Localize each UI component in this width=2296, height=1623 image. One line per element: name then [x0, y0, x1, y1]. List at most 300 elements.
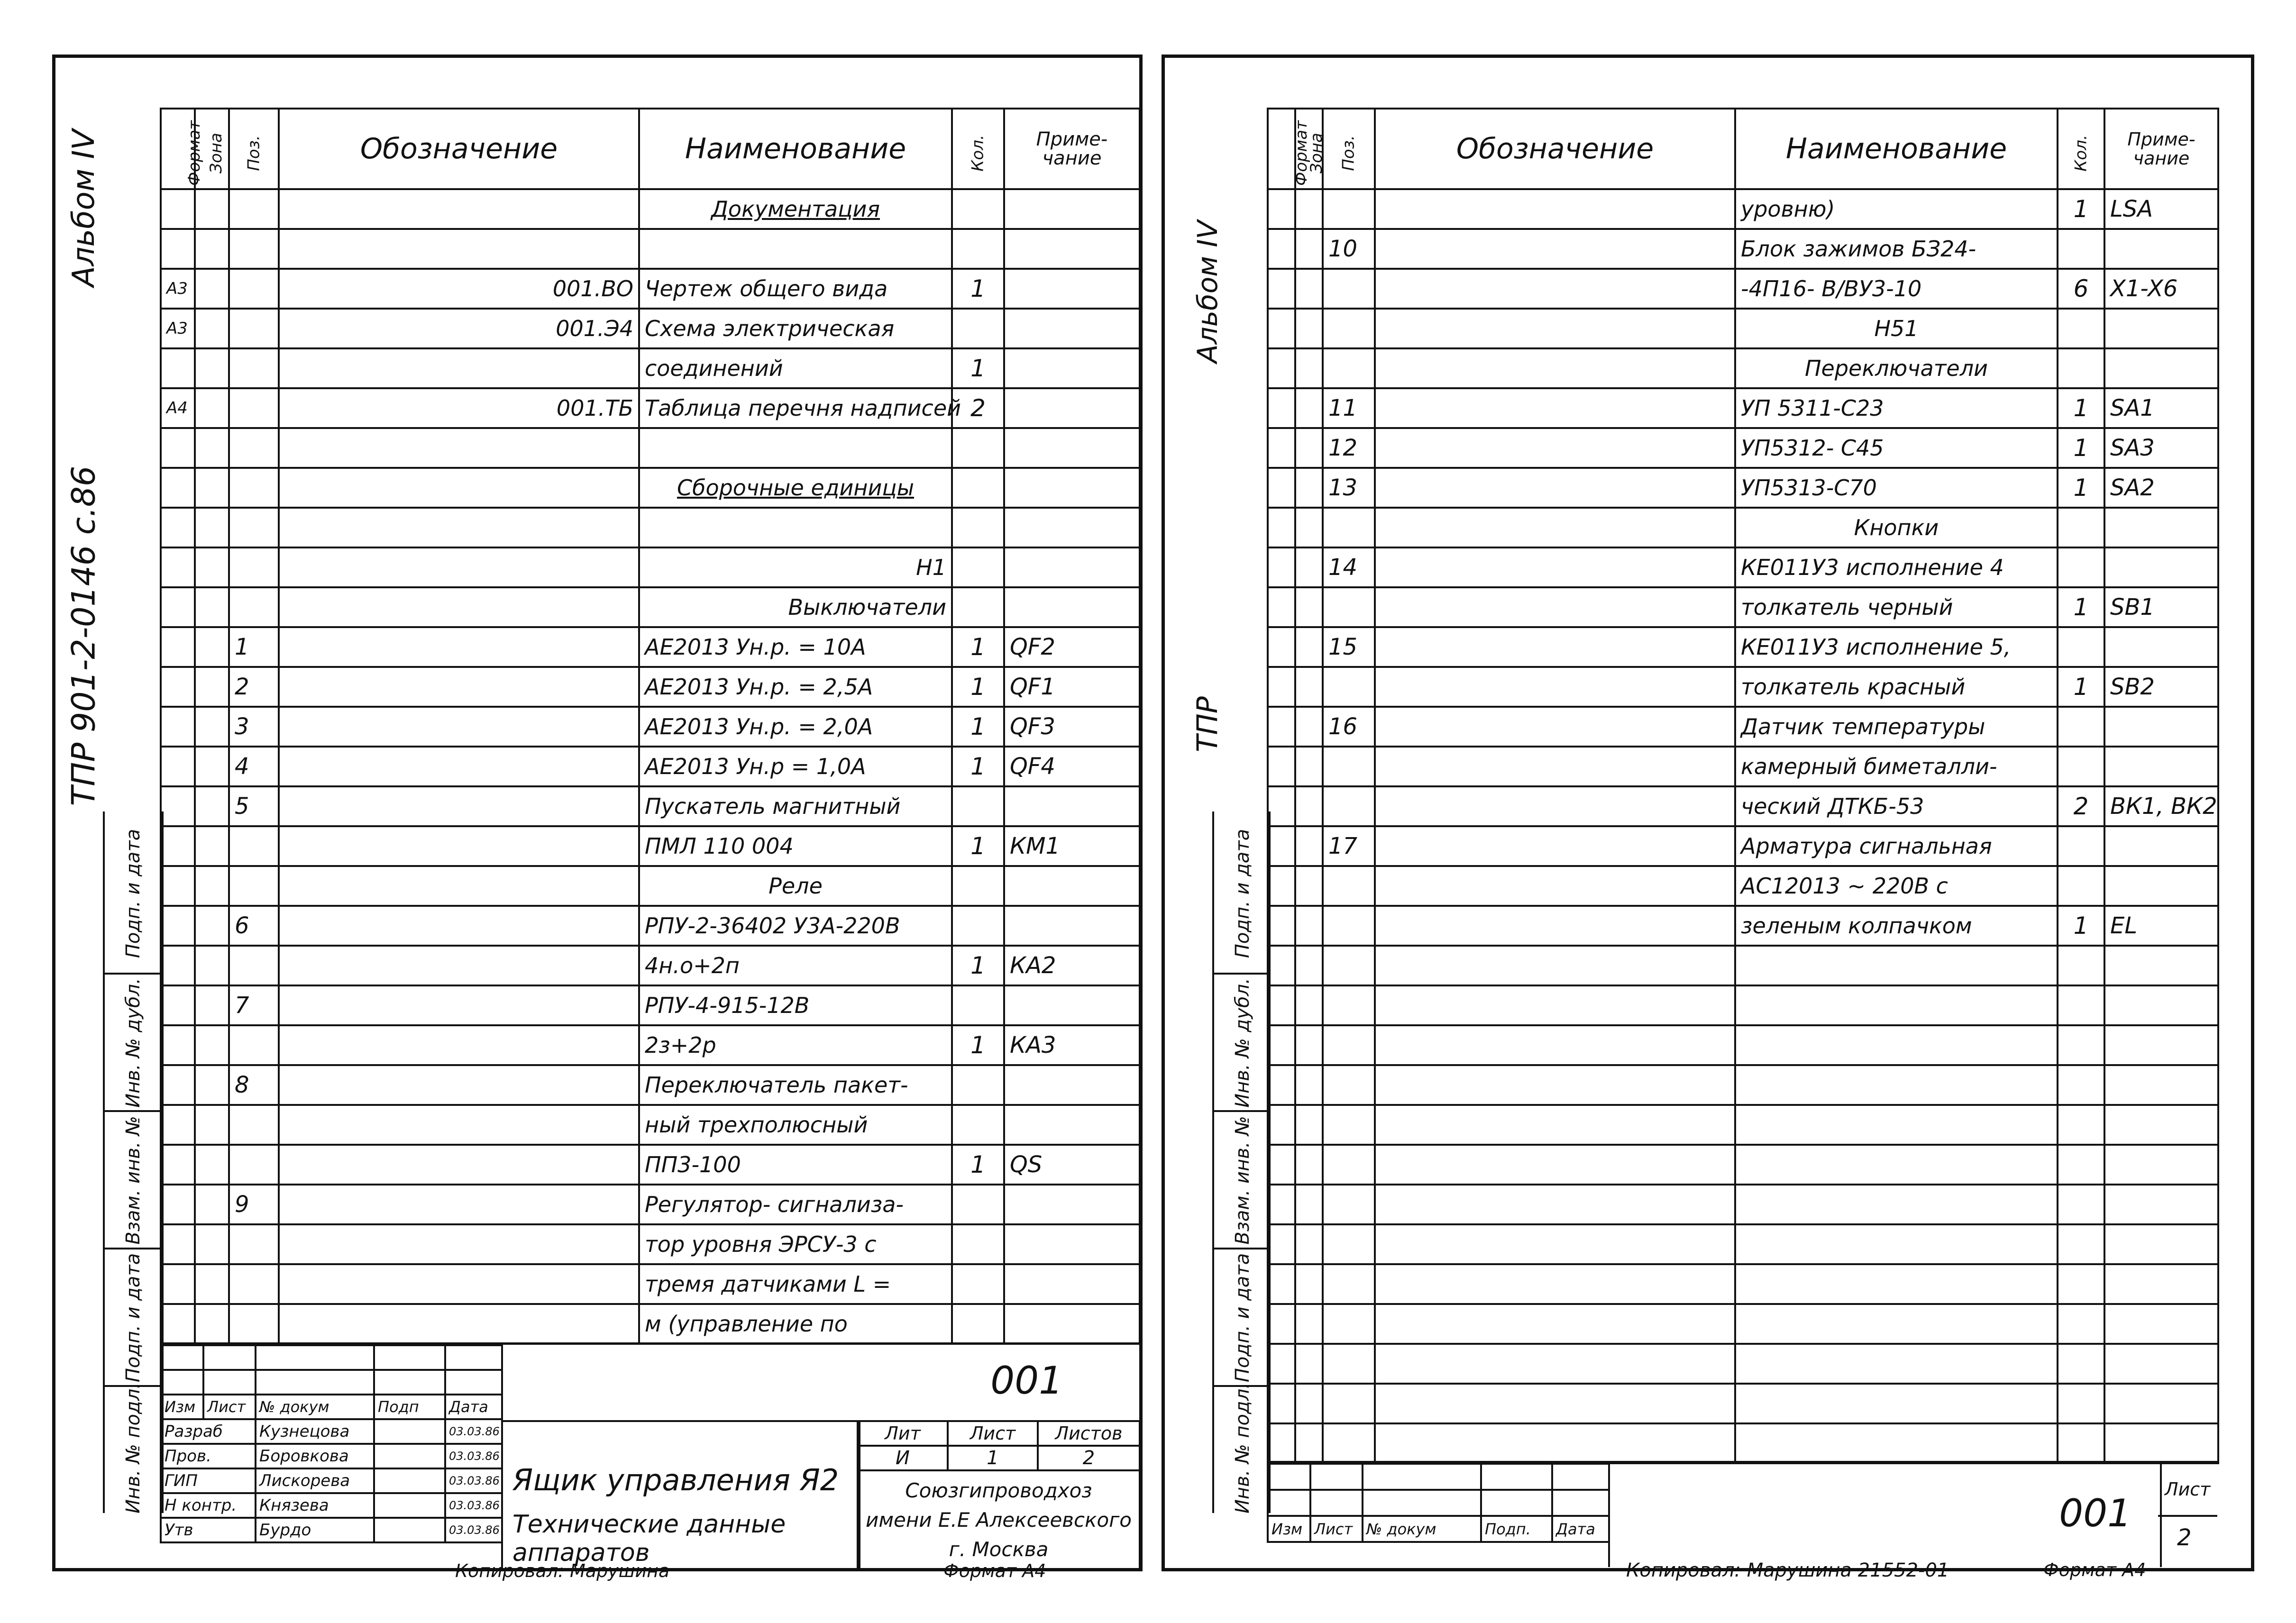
cell-zone — [195, 1145, 229, 1185]
cell-qty — [2058, 1224, 2104, 1264]
field-sign-date-2-r: Подп. и дата — [1232, 1253, 1253, 1383]
cell-name: Арматура сигнальная — [1735, 826, 2058, 866]
cell-note — [2104, 508, 2218, 547]
cell-note: EL — [2104, 906, 2218, 946]
cell-note: SA3 — [2104, 428, 2218, 468]
cell-designation — [279, 547, 639, 587]
cell-name: КЕ011У3 исполнение 5, — [1735, 627, 2058, 667]
tb-signature — [374, 1444, 445, 1468]
cell-qty — [952, 587, 1004, 627]
cell-designation — [1375, 826, 1735, 866]
cell-designation — [1375, 1264, 1735, 1304]
cell-pos: 13 — [1323, 468, 1375, 508]
cell-qty — [2058, 866, 2104, 906]
cell-format — [1268, 985, 1295, 1025]
cell-note — [2104, 1105, 2218, 1145]
cell-zone — [1295, 1384, 1323, 1423]
lit-value: И — [858, 1446, 948, 1470]
cell-designation — [1375, 428, 1735, 468]
cell-zone — [1295, 587, 1323, 627]
cell-qty — [952, 189, 1004, 229]
cell-pos — [1323, 309, 1375, 348]
cell-pos — [229, 1304, 279, 1344]
cell-designation — [279, 826, 639, 866]
cell-name: Реле — [639, 866, 952, 906]
cell-format — [161, 707, 195, 747]
table-row — [161, 1224, 1140, 1264]
cell-qty: 1 — [2058, 906, 2104, 946]
tb-cell — [256, 1370, 374, 1395]
doc-code: 001 — [990, 1359, 1063, 1403]
cell-name: АЕ2013 Ун.р. = 2,0А — [639, 707, 952, 747]
cell-format — [1268, 747, 1295, 786]
cell-designation — [279, 587, 639, 627]
cell-designation — [1375, 1384, 1735, 1423]
table-row — [161, 587, 1140, 627]
cell-qty: 1 — [952, 707, 1004, 747]
cell-name: УП5312- С45 — [1735, 428, 2058, 468]
lit-label: Лит — [858, 1421, 948, 1446]
cell-format — [161, 826, 195, 866]
cell-pos — [229, 1025, 279, 1065]
table-row — [161, 707, 1140, 747]
cell-zone — [195, 1065, 229, 1105]
table-row — [1268, 906, 2218, 946]
cell-name: ный трехполюсный — [639, 1105, 952, 1145]
cell-pos — [1323, 269, 1375, 309]
cell-name: уровню) — [1735, 189, 2058, 229]
cell-name — [1735, 1065, 2058, 1105]
cell-note — [2104, 1025, 2218, 1065]
table-row — [1268, 1384, 2218, 1423]
cell-format — [1268, 229, 1295, 269]
cell-designation — [279, 189, 639, 229]
cell-qty — [2058, 1344, 2104, 1384]
cell-format: А3 — [161, 269, 195, 309]
cell-pos — [229, 428, 279, 468]
cell-zone — [195, 587, 229, 627]
cell-designation — [1375, 587, 1735, 627]
cell-zone — [1295, 667, 1323, 707]
copied-by-left: Копировал: Марушина — [455, 1560, 670, 1581]
cell-format — [161, 587, 195, 627]
cell-qty: 1 — [2058, 388, 2104, 428]
cell-note — [2104, 826, 2218, 866]
table-row — [1268, 1264, 2218, 1304]
cell-designation — [279, 985, 639, 1025]
tb-cell — [203, 1370, 256, 1395]
org-city: г. Москва — [949, 1538, 1049, 1561]
cell-pos — [1323, 1264, 1375, 1304]
table-row — [161, 547, 1140, 587]
format-left: Формат А4 — [943, 1560, 1046, 1581]
cell-pos — [229, 309, 279, 348]
cell-note: QS — [1004, 1145, 1140, 1185]
cell-format — [161, 1065, 195, 1105]
table-row — [161, 1065, 1140, 1105]
cell-name: РПУ-2-36402 У3А-220В — [639, 906, 952, 946]
cell-name: АЕ2013 Ун.р. = 10А — [639, 627, 952, 667]
table-row — [161, 866, 1140, 906]
tb-date: 03.03.86 — [445, 1444, 502, 1468]
cell-name: 2з+2р — [639, 1025, 952, 1065]
cell-note — [1004, 547, 1140, 587]
cell-format — [1268, 547, 1295, 587]
tb-cell — [256, 1345, 374, 1370]
cell-note: QF1 — [1004, 667, 1140, 707]
table-row — [1268, 1105, 2218, 1145]
album-label: Альбом IV — [66, 129, 101, 287]
table-row — [1268, 1224, 2218, 1264]
cell-qty — [2058, 985, 2104, 1025]
cell-qty — [952, 229, 1004, 269]
cell-zone — [1295, 388, 1323, 428]
cell-designation — [279, 428, 639, 468]
cell-pos — [229, 348, 279, 388]
cell-zone — [195, 1224, 229, 1264]
table-row — [1268, 229, 2218, 269]
col-designation: Обозначение — [279, 109, 639, 189]
side-fields-right — [1212, 812, 1271, 1513]
cell-zone — [195, 627, 229, 667]
cell-note — [2104, 1065, 2218, 1105]
cell-name: УП 5311-С23 — [1735, 388, 2058, 428]
cell-zone — [1295, 1423, 1323, 1463]
cell-name: тремя датчиками L = — [639, 1264, 952, 1304]
doc-subtitle: Технические данные аппаратов — [512, 1510, 786, 1567]
cell-pos: 15 — [1323, 627, 1375, 667]
cell-qty: 1 — [952, 946, 1004, 985]
table-row — [1268, 747, 2218, 786]
cell-name — [1735, 946, 2058, 985]
cell-pos: 17 — [1323, 826, 1375, 866]
cell-qty — [2058, 707, 2104, 747]
cell-qty: 1 — [2058, 189, 2104, 229]
cell-pos: 14 — [1323, 547, 1375, 587]
cell-format — [161, 985, 195, 1025]
tb-person-row — [161, 1493, 502, 1518]
cell-designation: 001.ТБ — [279, 388, 639, 428]
cell-qty — [2058, 508, 2104, 547]
col-zone: Зона — [195, 109, 229, 189]
cell-name: Схема электрическая — [639, 309, 952, 348]
cell-qty — [952, 547, 1004, 587]
cell-qty: 1 — [2058, 468, 2104, 508]
cell-designation — [1375, 1304, 1735, 1344]
cell-note — [1004, 309, 1140, 348]
tb-role: Разраб — [161, 1419, 256, 1444]
cell-note — [1004, 1264, 1140, 1304]
cell-qty — [952, 1224, 1004, 1264]
table-row — [1268, 826, 2218, 866]
cell-qty — [2058, 946, 2104, 985]
col-pos-r: Поз. — [1323, 109, 1375, 189]
cell-format — [1268, 1304, 1295, 1344]
cell-pos: 8 — [229, 1065, 279, 1105]
spec-table-right — [1267, 108, 2219, 1464]
tb-signature — [374, 1518, 445, 1542]
cell-format — [161, 866, 195, 906]
table-row — [1268, 508, 2218, 547]
table-row — [1268, 667, 2218, 707]
cell-format — [161, 1224, 195, 1264]
tb-cell — [1268, 1464, 1310, 1490]
cell-note — [2104, 1423, 2218, 1463]
cell-zone — [195, 747, 229, 786]
cell-qty — [2058, 1264, 2104, 1304]
col-qty: Кол. — [952, 109, 1004, 189]
cell-pos: 7 — [229, 985, 279, 1025]
cell-format — [1268, 1384, 1295, 1423]
tb-cell — [1481, 1464, 1552, 1490]
tb-date: 03.03.86 — [445, 1468, 502, 1493]
cell-pos — [229, 1145, 279, 1185]
cell-note — [1004, 985, 1140, 1025]
field-inv-orig-r: Инв. № подл. — [1232, 1383, 1253, 1514]
cell-format — [161, 1185, 195, 1224]
tb-header: Лист — [1310, 1516, 1363, 1542]
table-row — [1268, 786, 2218, 826]
field-replace-inv-r: Взам. инв. № — [1232, 1116, 1253, 1245]
table-row — [1268, 946, 2218, 985]
cell-designation — [1375, 1185, 1735, 1224]
cell-pos — [1323, 1304, 1375, 1344]
cell-name — [1735, 1224, 2058, 1264]
table-row — [161, 348, 1140, 388]
table-row — [161, 1304, 1140, 1344]
cell-pos — [229, 508, 279, 547]
cell-zone — [195, 786, 229, 826]
cell-designation — [1375, 1423, 1735, 1463]
cell-note — [1004, 1185, 1140, 1224]
cell-note — [2104, 1344, 2218, 1384]
cell-note — [1004, 468, 1140, 508]
cell-pos — [1323, 667, 1375, 707]
tb-cell — [445, 1370, 502, 1395]
cell-name: Н1 — [639, 547, 952, 587]
cell-qty — [2058, 1185, 2104, 1224]
cell-name: Переключатели — [1735, 348, 2058, 388]
cell-pos: 6 — [229, 906, 279, 946]
cell-note — [2104, 707, 2218, 747]
tb-role: Пров. — [161, 1444, 256, 1468]
cell-designation — [279, 1224, 639, 1264]
tb-person: Бурдо — [256, 1518, 374, 1542]
tb-person-row — [161, 1444, 502, 1468]
table-row — [1268, 587, 2218, 627]
cell-name: Выключатели — [639, 587, 952, 627]
cell-name: м (управление по — [639, 1304, 952, 1344]
cell-name: Сборочные единицы — [639, 468, 952, 508]
cell-note — [1004, 428, 1140, 468]
cell-zone — [1295, 1025, 1323, 1065]
cell-designation — [279, 1105, 639, 1145]
cell-qty: 1 — [952, 269, 1004, 309]
table-row — [1268, 428, 2218, 468]
cell-qty — [952, 508, 1004, 547]
field-inv-dup: Инв. № дубл. — [122, 978, 144, 1108]
tb-header: № докум — [256, 1395, 374, 1419]
cell-designation — [1375, 309, 1735, 348]
cell-format — [1268, 866, 1295, 906]
cell-pos — [1323, 1423, 1375, 1463]
cell-designation — [1375, 348, 1735, 388]
table-row — [1268, 269, 2218, 309]
tb-header: Лист — [203, 1395, 256, 1419]
cell-designation — [279, 786, 639, 826]
cell-zone — [1295, 1185, 1323, 1224]
cell-name — [1735, 1185, 2058, 1224]
table-row — [1268, 189, 2218, 229]
cell-qty — [2058, 1145, 2104, 1185]
cell-note — [1004, 1224, 1140, 1264]
cell-note: SB2 — [2104, 667, 2218, 707]
cell-zone — [195, 1105, 229, 1145]
tb-cell — [1552, 1490, 1609, 1516]
cell-pos — [229, 547, 279, 587]
cell-name: ческий ДТКБ-53 — [1735, 786, 2058, 826]
cell-designation — [1375, 1025, 1735, 1065]
table-row — [161, 508, 1140, 547]
cell-qty — [2058, 1025, 2104, 1065]
cell-designation — [1375, 906, 1735, 946]
cell-note: QF2 — [1004, 627, 1140, 667]
cell-format — [161, 508, 195, 547]
table-row — [1268, 547, 2218, 587]
cell-pos — [229, 587, 279, 627]
cell-zone — [1295, 1145, 1323, 1185]
cell-zone — [1295, 707, 1323, 747]
cell-zone — [195, 866, 229, 906]
cell-qty — [952, 985, 1004, 1025]
cell-qty: 1 — [952, 747, 1004, 786]
cell-format — [1268, 946, 1295, 985]
cell-qty — [2058, 1304, 2104, 1344]
cell-format — [1268, 1105, 1295, 1145]
cell-designation — [1375, 946, 1735, 985]
cell-format — [1268, 468, 1295, 508]
cell-format — [1268, 786, 1295, 826]
cell-qty — [2058, 229, 2104, 269]
cell-zone — [1295, 946, 1323, 985]
cell-zone — [1295, 1224, 1323, 1264]
table-row — [1268, 985, 2218, 1025]
cell-pos — [229, 946, 279, 985]
cell-pos: 2 — [229, 667, 279, 707]
cell-name: Таблица перечня надписей — [639, 388, 952, 428]
cell-format — [1268, 309, 1295, 348]
cell-format — [1268, 428, 1295, 468]
cell-pos — [1323, 1224, 1375, 1264]
tb-cell — [374, 1345, 445, 1370]
cell-note: ВК1, ВК2 — [2104, 786, 2218, 826]
table-row — [161, 269, 1140, 309]
cell-pos — [1323, 508, 1375, 547]
cell-designation — [1375, 1145, 1735, 1185]
cell-zone — [1295, 428, 1323, 468]
cell-name: ПМЛ 110 004 — [639, 826, 952, 866]
cell-format — [161, 1304, 195, 1344]
cell-zone — [1295, 1065, 1323, 1105]
org-name: Союзгипроводхоз — [905, 1479, 1092, 1502]
tb-cell — [445, 1345, 502, 1370]
table-row — [1268, 1304, 2218, 1344]
cell-note — [2104, 547, 2218, 587]
cell-qty — [2058, 1105, 2104, 1145]
table-row — [161, 1025, 1140, 1065]
cell-pos — [1323, 1384, 1375, 1423]
cell-designation — [279, 946, 639, 985]
cell-format — [161, 786, 195, 826]
cell-format — [161, 667, 195, 707]
cell-designation — [279, 707, 639, 747]
tb-signature — [374, 1468, 445, 1493]
cell-designation — [1375, 508, 1735, 547]
table-row — [1268, 1025, 2218, 1065]
table-row — [161, 667, 1140, 707]
cell-designation — [279, 1185, 639, 1224]
cell-qty — [952, 906, 1004, 946]
cell-note — [1004, 906, 1140, 946]
cell-note: КМ1 — [1004, 826, 1140, 866]
cell-zone — [195, 1264, 229, 1304]
cell-name — [639, 229, 952, 269]
cell-qty — [2058, 348, 2104, 388]
cell-designation — [279, 1065, 639, 1105]
cell-name: толкатель красный — [1735, 667, 2058, 707]
table-row — [161, 189, 1140, 229]
tb-cell — [161, 1345, 203, 1370]
cell-note — [2104, 1264, 2218, 1304]
cell-format — [1268, 508, 1295, 547]
col-note-r: Приме-чание — [2104, 109, 2218, 189]
cell-format — [1268, 826, 1295, 866]
cell-zone — [195, 1025, 229, 1065]
cell-note — [2104, 747, 2218, 786]
project-code-right: ТПР — [1191, 696, 1224, 752]
cell-qty — [952, 1105, 1004, 1145]
cell-note — [1004, 1065, 1140, 1105]
org-named: имени Е.Е Алексеевского — [866, 1508, 1132, 1532]
cell-note — [1004, 866, 1140, 906]
table-row — [161, 826, 1140, 866]
cell-zone — [1295, 1304, 1323, 1344]
cell-pos — [229, 189, 279, 229]
cell-name: РПУ-4-915-12В — [639, 985, 952, 1025]
cell-pos: 11 — [1323, 388, 1375, 428]
tb-cell — [161, 1370, 203, 1395]
field-replace-inv: Взам. инв. № — [122, 1116, 144, 1245]
table-row — [161, 1145, 1140, 1185]
table-row — [1268, 1185, 2218, 1224]
title-block-left — [160, 1342, 1139, 1569]
cell-name: Пускатель магнитный — [639, 786, 952, 826]
cell-zone — [195, 388, 229, 428]
cell-name: Блок зажимов БЗ24- — [1735, 229, 2058, 269]
cell-name: АС12013 ~ 220В с — [1735, 866, 2058, 906]
cell-designation — [1375, 189, 1735, 229]
cell-qty — [2058, 826, 2104, 866]
cell-pos — [229, 388, 279, 428]
cell-name: Датчик температуры — [1735, 707, 2058, 747]
cell-zone — [195, 547, 229, 587]
tb-cell — [1310, 1490, 1363, 1516]
cell-format — [161, 627, 195, 667]
doc-title: Ящик управления Я2 — [512, 1463, 839, 1497]
cell-format — [1268, 1344, 1295, 1384]
cell-qty: 1 — [2058, 667, 2104, 707]
cell-format — [161, 1105, 195, 1145]
